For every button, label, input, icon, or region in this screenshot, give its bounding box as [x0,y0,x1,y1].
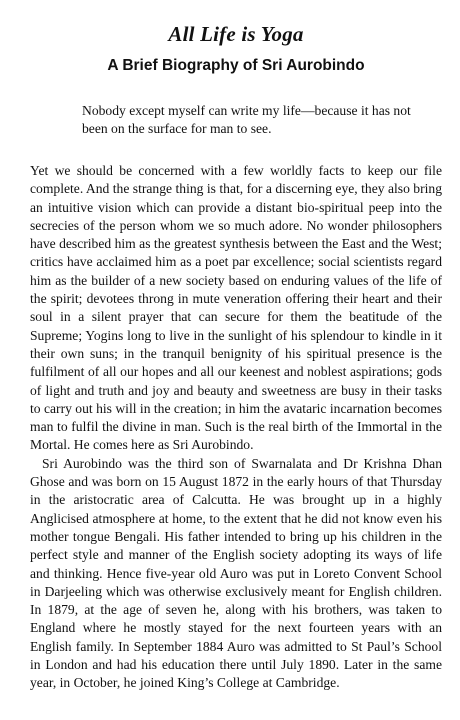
chapter-subtitle: A Brief Biography of Sri Aurobindo [107,57,365,74]
paragraph-2: Sri Aurobindo was the third son of Swarnalata and Dr Krishna Dhan Ghose and was born on 15 August 1872 in the early hours of that Thursday in the aristocratic area of Calcutta. He was brought up in a highly Anglicised atmosphere at home, to the extent that he did not know even his mother tongue Bengali. His father intended to bring up his children in the perfect style and manner of the English society adopting its ways of life and thinking. Hence five-year old Auro was put in Loreto Convent School in Darjeeling which was otherwise exclusively meant for English children. In 1879, at the age of seven he, along with his brothers, was taken to England where he mostly stayed for the next fourteen years with an English family. In September 1884 Auro was admitted to St Paul’s School in London and had his education there until July 1890. Later in the same year, in October, he joined King’s College at Cambridge. [30,455,442,691]
epigraph-quote: Nobody except myself can write my life—because it has not been on the surface for man to see. [82,103,411,136]
paragraph-1: Yet we should be concerned with a few worldly facts to keep our file complete. And the strange thing is that, for a discerning eye, they also bring an intuitive vision which can provide a distant bio-spiritual peep into the secrecies of the person whom we so much adore. No wonder philosophers have described him as the greatest synthesis between the East and the West; critics have acclaimed him as a poet par excellence; social scientists regard him as the builder of a new society based on enduring values of the life of the spirit; devotees throng in mute veneration offering their heart and their soul in a silent prayer that can secure for them the beatitude of the Supreme; Yogins long to live in the sunlight of his splendour to kindle in it their own suns; in the tranquil benignity of his spiritual presence is the fulfilment of all our hopes and all our keenest and noblest aspirations; gods of light and truth and joy and beauty and sweetness are busy in their tasks to carry out his will in the creation; in him the avataric incarnation becomes man to fulfil the divine in man. Such is the real birth of the Immortal in the Mortal. He comes here as Sri Aurobindo. [30,163,442,453]
body-text [30,162,442,693]
chapter-title: All Life is Yoga [168,22,304,46]
